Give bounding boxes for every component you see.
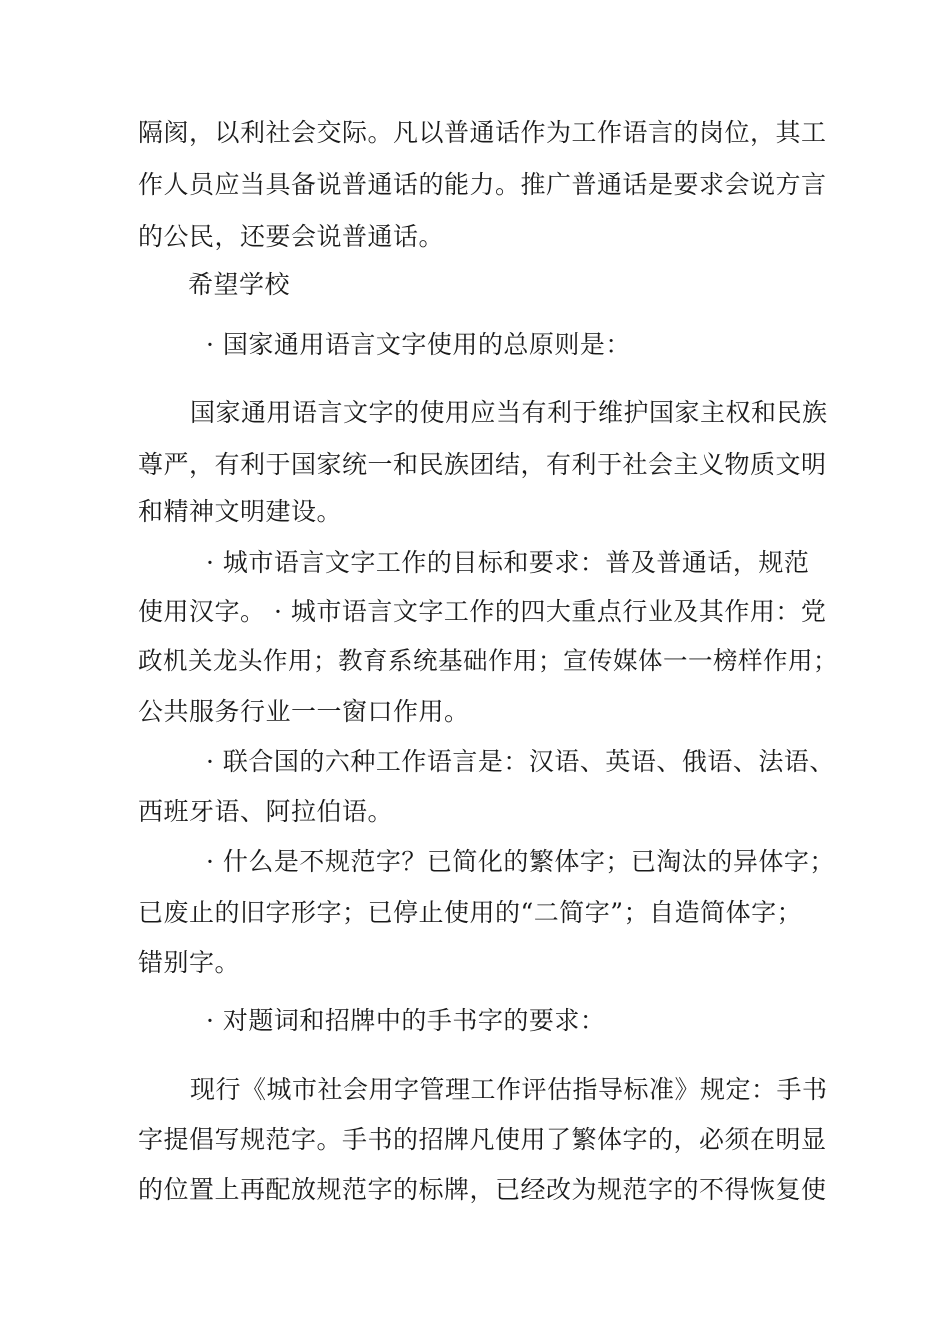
text-line: 国家通用语言文字的使用应当有利于维护国家主权和民族 [190, 398, 828, 427]
bullet-line: · 什么是不规范字？已简化的繁体字；已淘汰的异体字； [206, 847, 835, 876]
text-line: 的位置上再配放规范字的标牌，已经改为规范字的不得恢复使 [138, 1175, 827, 1204]
text-line: 政机关龙头作用；教育系统基础作用；宣传媒体一一榜样作用； [138, 646, 838, 675]
text-line: 字提倡写规范字。手书的招牌凡使用了繁体字的，必须在明显 [138, 1125, 827, 1154]
section-heading: 希望学校 [188, 270, 291, 299]
text-line: 作人员应当具备说普通话的能力。推广普通话是要求会说方言 [138, 170, 827, 199]
text-line: 和精神文明建设。 [138, 497, 343, 526]
bullet-line: · 城市语言文字工作的目标和要求：普及普通话，规范 [206, 548, 810, 577]
text-line: 隔阂，以利社会交际。凡以普通话作为工作语言的岗位，其工 [138, 118, 827, 147]
text-line: 公共服务行业一一窗口作用。 [138, 697, 470, 726]
bullet-line: · 联合国的六种工作语言是：汉语、英语、俄语、法语、 [206, 747, 835, 776]
text-line: 的公民，还要会说普通话。 [138, 222, 445, 251]
text-line: 错别字。 [138, 948, 241, 977]
text-line: 使用汉字。 · 城市语言文字工作的四大重点行业及其作用：党 [138, 597, 827, 626]
text-line: 尊严，有利于国家统一和民族团结，有利于社会主义物质文明 [138, 450, 827, 479]
bullet-heading: · 国家通用语言文字使用的总原则是： [206, 330, 631, 359]
bullet-heading: · 对题词和招牌中的手书字的要求： [206, 1006, 606, 1035]
text-line: 已废止的旧字形字；已停止使用的“二简字”；自造简体字； [138, 898, 803, 927]
text-line: 现行《城市社会用字管理工作评估指导标准》规定：手书 [190, 1075, 828, 1104]
text-line: 西班牙语、阿拉伯语。 [138, 797, 394, 826]
